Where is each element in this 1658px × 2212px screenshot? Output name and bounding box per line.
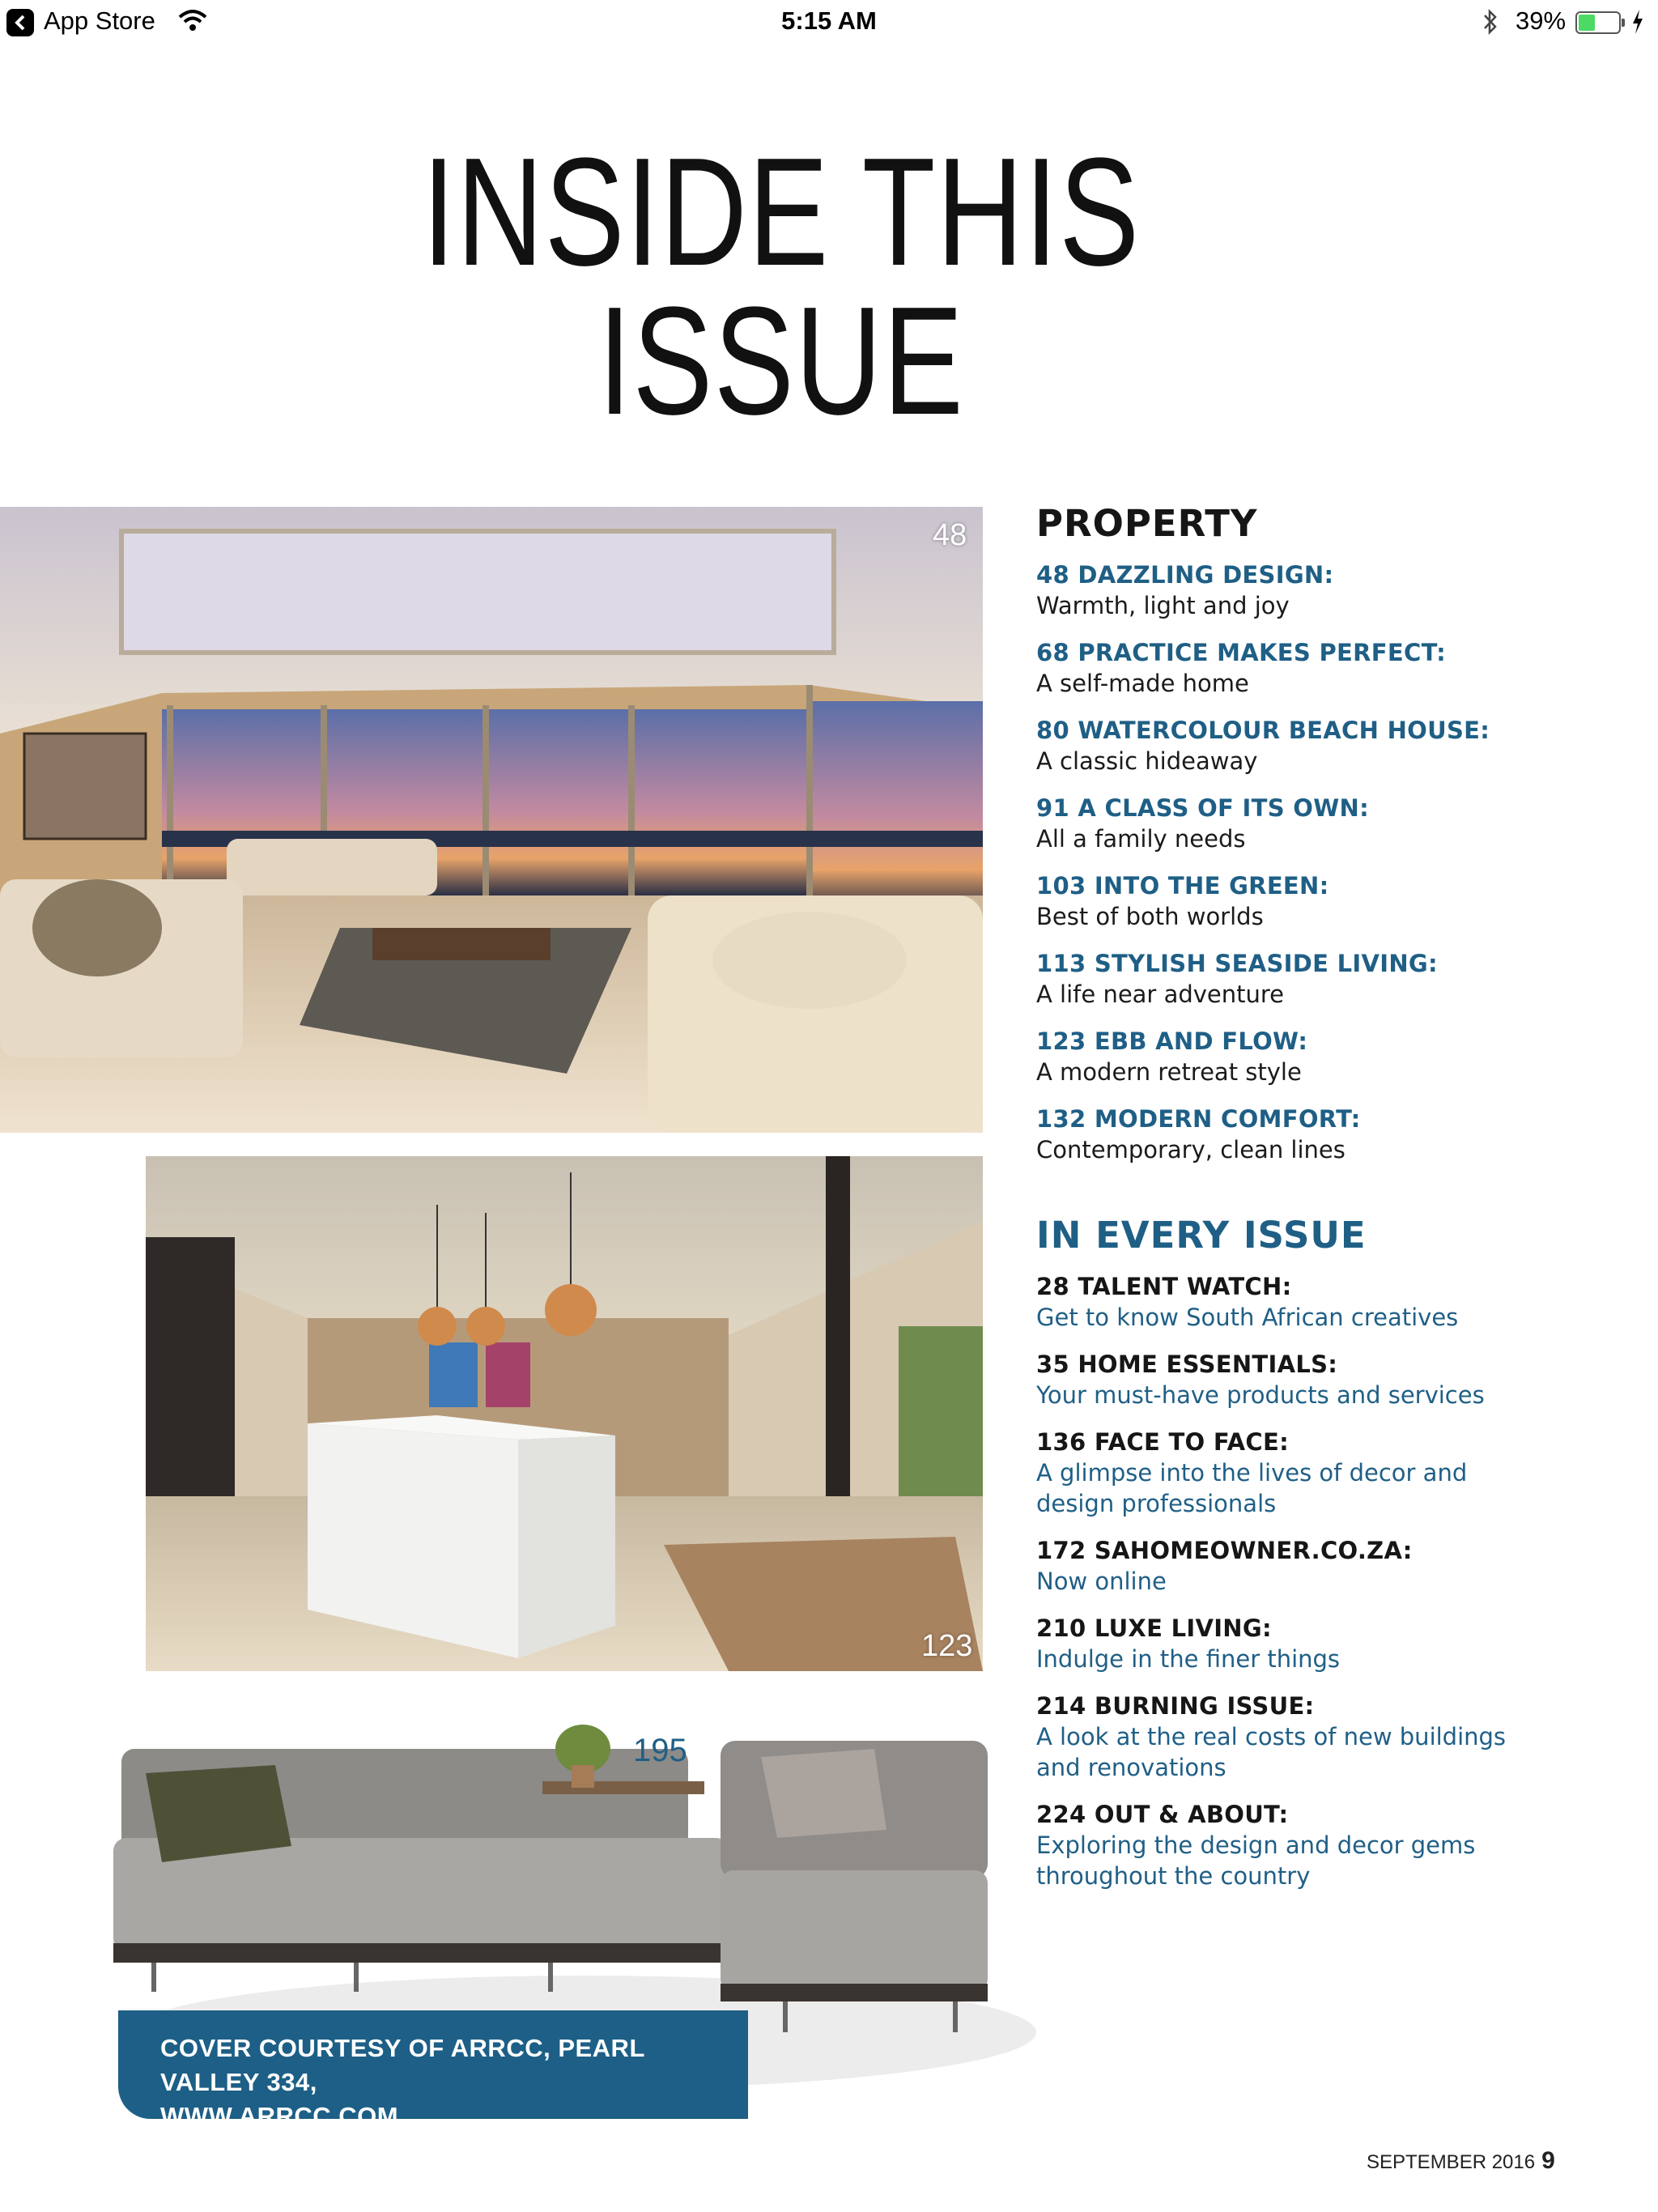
toc-entry[interactable] [1036, 1613, 1635, 1674]
toc-entry-subtitle: A life near adventure [1036, 981, 1285, 1008]
page-folio [1367, 2147, 1555, 2175]
toc-entry-subtitle: Exploring the design and decor gems throughout the country [1036, 1831, 1476, 1890]
toc-entry-subtitle: Indulge in the finer things [1036, 1645, 1341, 1673]
toc-entry-subtitle: Contemporary, clean lines [1036, 1136, 1346, 1163]
toc-entry-heading: 48 DAZZLING DESIGN: [1036, 561, 1334, 589]
toc-entry-heading: 123 EBB AND FLOW: [1036, 1027, 1308, 1055]
toc-entry-heading: 224 OUT & ABOUT: [1036, 1801, 1289, 1828]
toc-entry-heading: 214 BURNING ISSUE: [1036, 1692, 1315, 1720]
image-page-ref-195: 195 [633, 1733, 687, 1768]
toc-entry[interactable] [1036, 559, 1635, 621]
toc-entry-heading: 172 SAHOMEOWNER.CO.ZA: [1036, 1537, 1413, 1564]
toc-entry-subtitle: A classic hideaway [1036, 747, 1258, 775]
toc-entry-heading: 113 STYLISH SEASIDE LIVING: [1036, 950, 1438, 977]
clock: 5:15 AM [781, 6, 877, 35]
toc-entry-subtitle: Best of both worlds [1036, 903, 1264, 930]
toc-entry[interactable] [1036, 1427, 1635, 1519]
toc-entry-subtitle: A look at the real costs of new buildings and renovations [1036, 1723, 1507, 1781]
toc-entry-subtitle: Get to know South African creatives [1036, 1304, 1459, 1331]
folio-page-number: 9 [1541, 2147, 1555, 2174]
folio-month: SEPTEMBER 2016 [1367, 2151, 1536, 2173]
toc-entry-heading: 210 LUXE LIVING: [1036, 1614, 1272, 1642]
toc-entry-subtitle: A glimpse into the lives of decor and design professionals [1036, 1459, 1468, 1517]
toc-entry-subtitle: Your must-have products and services [1036, 1381, 1485, 1409]
toc-entry-subtitle: Warmth, light and joy [1036, 592, 1290, 619]
toc-entry[interactable] [1036, 1535, 1635, 1597]
cover-credit-text: COVER COURTESY OF ARRCC, PEARL VALLEY 334, WWW.ARRCC.COM [160, 2034, 645, 2130]
living-room-photo[interactable] [0, 507, 983, 1133]
toc-entry[interactable] [1036, 1691, 1635, 1783]
kitchen-photo[interactable] [146, 1156, 983, 1671]
section-title-property: PROPERTY [1036, 502, 1258, 545]
toc-entry[interactable] [1036, 715, 1635, 776]
every-issue-list [1036, 1271, 1635, 1891]
table-of-contents [1036, 502, 1635, 1908]
battery-percent: 39% [1516, 6, 1567, 35]
toc-entry-subtitle: Now online [1036, 1568, 1167, 1595]
charging-icon [1630, 8, 1645, 36]
page-title: INSIDE THIS ISSUE [422, 126, 1141, 447]
toc-entry[interactable] [1036, 793, 1635, 854]
toc-entry-subtitle: A self-made home [1036, 670, 1249, 697]
toc-entry-heading: 80 WATERCOLOUR BEACH HOUSE: [1036, 717, 1490, 744]
toc-entry-heading: 136 FACE TO FACE: [1036, 1428, 1289, 1456]
section-title-every-issue: IN EVERY ISSUE [1036, 1214, 1367, 1257]
toc-entry-heading: 132 MODERN COMFORT: [1036, 1105, 1361, 1133]
toc-entry[interactable] [1036, 948, 1635, 1010]
toc-entry-subtitle: All a family needs [1036, 825, 1246, 853]
cover-credit-box [118, 2010, 748, 2130]
toc-entry-heading: 35 HOME ESSENTIALS: [1036, 1351, 1338, 1378]
toc-entry-heading: 103 INTO THE GREEN: [1036, 872, 1329, 900]
toc-entry[interactable] [1036, 1026, 1635, 1087]
battery-icon [1575, 11, 1621, 34]
property-list [1036, 559, 1635, 1165]
toc-entry[interactable] [1036, 1349, 1635, 1410]
toc-entry[interactable] [1036, 637, 1635, 699]
toc-entry-heading: 68 PRACTICE MAKES PERFECT: [1036, 639, 1446, 666]
toc-entry[interactable] [1036, 870, 1635, 932]
status-bar [0, 0, 1658, 45]
back-app-label[interactable]: App Store [44, 6, 155, 35]
toc-entry-heading: 91 A CLASS OF ITS OWN: [1036, 794, 1369, 822]
toc-entry-heading: 28 TALENT WATCH: [1036, 1273, 1292, 1300]
toc-entry[interactable] [1036, 1104, 1635, 1165]
toc-entry[interactable] [1036, 1271, 1635, 1333]
image-page-ref-123: 123 [921, 1629, 973, 1663]
toc-entry[interactable] [1036, 1799, 1635, 1891]
toc-entry-subtitle: A modern retreat style [1036, 1058, 1302, 1086]
bluetooth-icon [1481, 8, 1500, 36]
image-page-ref-48: 48 [933, 518, 967, 552]
